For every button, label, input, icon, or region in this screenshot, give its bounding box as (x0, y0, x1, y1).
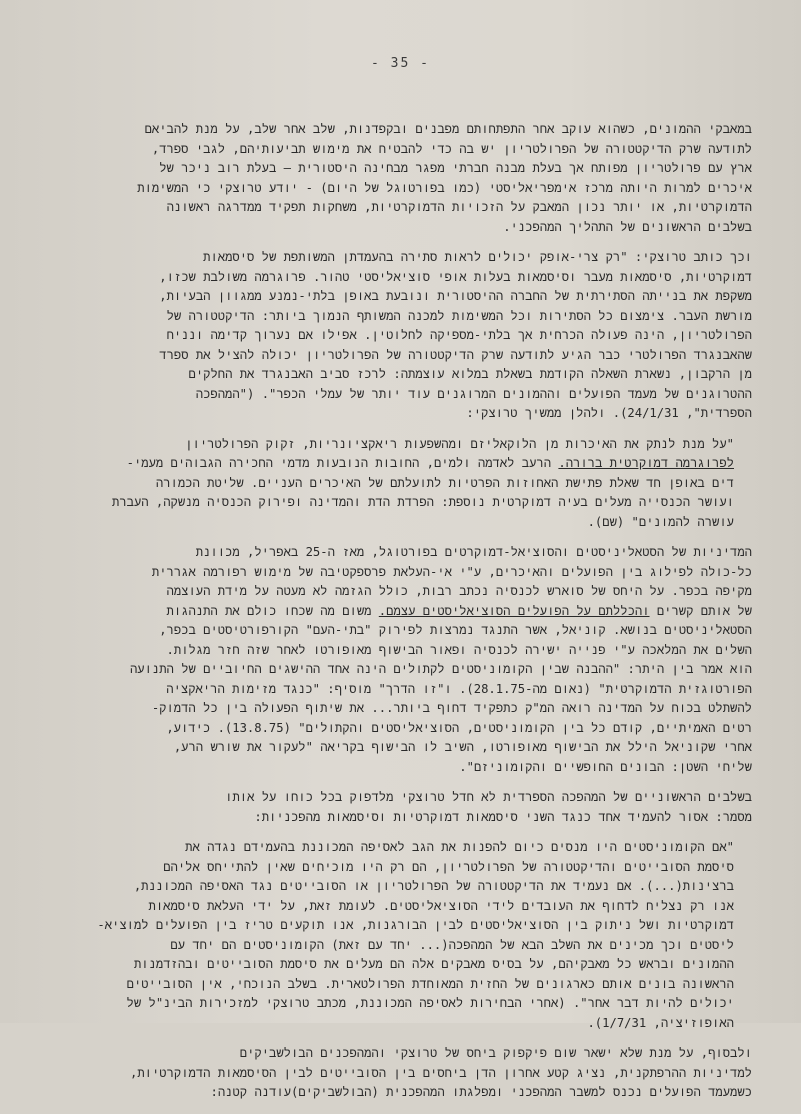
text-line: וכך כותב טרוצקי: "רק צרי-אופק יכולים לראות סתירה בהעמדתן המשותפת של סיסמאות (203, 250, 752, 264)
text-line: הספרדית", 24/1/31). ולהלן ממשיך טרוצקי: (466, 406, 752, 420)
text-line: מקיפה בכפר. על היחס של סוארש לכנסיה נכתב רבות, כולל הגזמה לא מעטה על מידת העוצמה (166, 584, 752, 598)
paragraph (84, 543, 752, 777)
text-line: האופוזיציה, 1/7/31). (587, 1015, 734, 1030)
text-line: אנו רק נצליח לדחוף את העובדים לידי הסוציאליסטים. לעומת זאת, על ידי העלאת סיסמאות (148, 898, 734, 913)
text-line: הדמוקרטיות, או יותר נכון המאבק על הזכויות הדמוקרטיות, משחקות תפקיד ממדרגה ראשונה (166, 200, 752, 214)
text-line: השלים את המלאכה ע"י פנייה ישירה לכנסיה ופאור הבישוף מאופורטו לאחר שזה חזר מגלות. (166, 642, 752, 657)
text-line: אחרי שקוניאל הילל את הבישוף מאופורטו, השיב לו הבישוף בקריאה "לעקור את שורש הרע, (173, 740, 752, 754)
text-line: עושרה להמונים" (שם). (587, 514, 734, 529)
paragraph (84, 248, 752, 424)
text-line: בשלבים הראשוניים של המהפכה הספרדית לא חדל טרוצקי מלדפוק בכל כוחו על אותו (225, 790, 752, 804)
page-number: - 35 - (371, 56, 430, 71)
text-line: לתודעה שרק הדיקטטורה של הפרולטריון יש בה כדי להבטיח את מימוש תביעותיהם, לגבי ספרד, (151, 141, 752, 156)
text-line: איכרים למרות היותה מרכז אימפריאליסטי (כמו בפורטוגל של היום) - יודע טרוצקי כי המשימות (137, 180, 752, 195)
text-line: של אותם קשרים והכללתם על הפועלים הסוציאליסטים עצמם. משום מה שכחו כולם את התנהגות (166, 603, 752, 618)
text-line: המדיניות של הסטאליניסטים והסוציאל-דמוקרטים בפורטוגל, מאז ה-25 באפריל, מכוונת (195, 545, 752, 559)
text-line: ליסטים וכך מכינים את השלב הבא של המהפכה(... יחד עם זאת) הקומוניסטים הם יחד עם (170, 937, 734, 952)
text-line: הפורטוגזית הדמוקרטית" (נאום מה-28.1.75). ו"זו הדרך" מוסיף: "כנגד מזימות הריאקציה (166, 681, 752, 696)
text-line: ועושר הכנסייה מעלים בעיה דמוקרטית נוספת: הפרדת הדת והמדינה ופירוק הכנסיה מנשקה, העברת (112, 495, 734, 509)
underlined-phrase: והכללתם על הפועלים הסוציאליסטים עצמם. (378, 603, 650, 618)
text-line: רטים האמיתיים, קודם כל בין הקומוניסטים, הסוציאליסטים והקתולים" (13.8.75). כידוע, (166, 720, 752, 735)
text-line: שהאבנגרד הפרולטרי כבר הגיע לתודעה שרק הדיקטטורה של הפרולטריון יכולה להציל את ספרד (159, 347, 752, 362)
text-line: לפרוגרמה דמוקרטית ברורה. הרעב לאדמה ולמים, החובות הנובעות מדמי החכירה הגבוהים מעמי- (126, 456, 734, 470)
block-quote (84, 435, 752, 533)
text-line: מורשת העבר. צימצום כל הסתירות וכל המשימות למכנה המשותף הנמוך ביותר: הדיקטטורה של (166, 308, 752, 323)
text-line: דים באופן חד שאלת פתישת האחוזות הפרטיות לתועלתם של האיכרים העניים. שליטת הכמורה (155, 475, 734, 490)
text-line: שליחי השטן: הבונים החופשיים והקומוניזם". (459, 759, 752, 774)
text-line: דמוקרטיות, סיסמאות מעבר וסיסמאות בעלות אופי סוציאליסטי טהור. פרוגרמה משולבת שכזו, (159, 269, 752, 284)
text-line: "על מנת לנתק את האיכרות מן הלוקאליזם ומהשפעות ריאקציונריות, זקוק הפרולטריון (185, 436, 734, 451)
text-line: סיסמת הסובייטים והדיקטטורה של הפרולטריון, הם רק היו מוכיחים שאין להתייחס אליהם (163, 859, 734, 874)
text-line: דמוקרטיות ושל ניתוק בין הסוציאליסטים לבין הבורגנות, אנו תוקעים טריז בין הפועלים למוציא- (97, 918, 734, 932)
text-line: ולבסוף, על מנת שלא ישאר שום פיקפוק ביחס של טרוצקי והמהפכנים הבולשביקים (239, 1046, 752, 1060)
text-line: כל-כולה לפילוג בין הפועלים והאיכרים, ע"י אי-העלאת פרספקטיבה של מימוש רפורמה אגררית (151, 564, 752, 579)
text-line: כשמעמד הפועלים נכנס למשבר המהפכני ומפלגתו המהפכנית (הבולשביקים)עודנה קטנה: (210, 1085, 752, 1099)
text-line: הראשונה בונים אותם כארגונים של החזית המאוחדת הפרולטארית. בשלב הנוכחי, אין הסובייטים (126, 976, 734, 991)
paragraph (84, 120, 752, 237)
text-line: במאבקי ההמונים, כשהוא עוקב אחר התפתחותם מפבנים ובקפדנות, שלב אחר שלב, על מנת להביאם (144, 122, 752, 136)
text-line: ההמונים ובראש כל מאבקיהם, על בסיס מאבקים אלה הם מעלים את סיסמת הסובייטים ובהזדמנות (133, 957, 734, 971)
text-line: יכולים להיות דבר אחר". (אחרי הבחירות לאסיפה המכוננת, מכתב טרוצקי למזכירות הבינ"ל של (126, 996, 734, 1010)
text-line: הוא אמר בין היתר: "ההבנה שבין הקומוניסטים לקתולים הינה אחד ההישגים החיוביים של התנועה (129, 662, 752, 676)
text-line: למדיניות ההרפתקנית, נציג קטע אחרון הדן ביחסים בין הסובייטים לבין הסיסמאות הדמוקרטיות, (130, 1065, 752, 1080)
text-line: הסטאליניסטים בנושא. קוניאל, אשר התנגד נמרצות לפירוק "בתי-העם" הקורפורטיסטים בכפר, (159, 623, 752, 637)
text-line: מסמר: אסור להעמיד אחד כנגד השני סיסמאות דמוקרטיות וסיסמאות מהפכניות: (254, 809, 752, 824)
body-text (84, 120, 752, 1114)
text-line: ארץ עם פרולטריון מפותח אך בעלת מבנה חברתי מפגר מבחינה היסטורית — בעלת רוב ניכר של (159, 161, 752, 175)
paragraph (84, 788, 752, 827)
paragraph (84, 1044, 752, 1103)
text-line: "אם הקומוניסטים היו מנסים כיום להפנות את הגב לאסיפה המכוננת בהעמידם נגדה את (185, 840, 734, 854)
text-line: הפרולטריון, הינה פעולה הכרחית אך בלתי-מספיקה לחלוטין. אפילו אם נערוך קדימה ונניח (166, 328, 752, 342)
text-line: ברצינות(...). אם נעמיד את הדיקטטורה של הפרולטריון או הסובייטים נגד האסיפה המכוננת, (133, 879, 734, 893)
block-quote (84, 838, 752, 1033)
text-line: ההטרוגנים של מעמד הפועלים וההמונים המרוגנים עוד יותר של עמלי הכפר". ("המהפכה (195, 386, 752, 401)
text-line: להשתלט בכוח על המדינה רואה המ"ק כתפקיד דחוף ביותר... את שיתוף הפעולה בין כל הדמוק- (151, 701, 752, 715)
text-line: מן הרקבון, נשארת השאלה הקודמת בשאלת במלוא עוצמתה: לרכז סביב האבנגרד את החלקים (188, 367, 752, 381)
underlined-phrase: לפרוגרמה דמוקרטית ברורה. (558, 456, 734, 470)
text-line: משקפת את בנייתה הסתירתית של החברה ההיסטורית ונובעת באופן בלתי-נמנע ממגוון הבעיות, (159, 289, 752, 303)
text-line: בשלבים הראשונים של התהליך המהפכני. (503, 219, 752, 234)
